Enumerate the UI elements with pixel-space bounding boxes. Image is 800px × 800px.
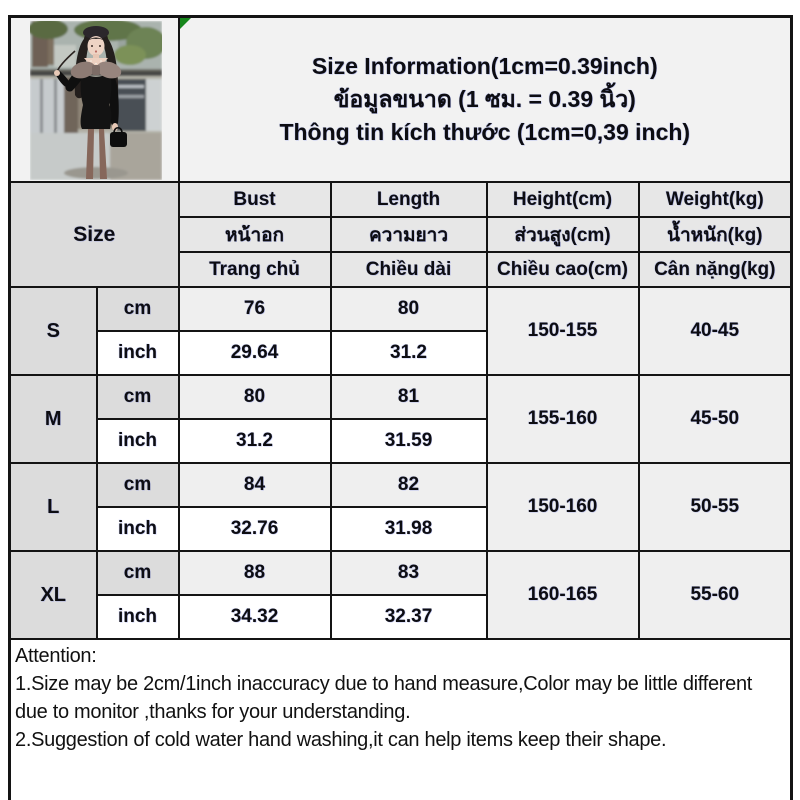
unit-cm-label: cm xyxy=(97,287,179,331)
s-weight-range: 40-45 xyxy=(639,287,792,375)
s-length-cm: 80 xyxy=(331,287,487,331)
xl-length-cm: 83 xyxy=(331,551,487,595)
attention-heading: Attention: xyxy=(15,645,97,667)
size-label-m: M xyxy=(10,375,97,463)
title-thai: ข้อมูลขนาด (1 ซม. = 0.39 นิ้ว) xyxy=(333,86,636,112)
table-row xyxy=(10,551,792,595)
header-length-vi: Chiều dài xyxy=(331,252,487,287)
l-weight-range: 50-55 xyxy=(639,463,792,551)
unit-cm-label: cm xyxy=(97,375,179,419)
product-photo xyxy=(30,21,162,180)
m-height-range: 155-160 xyxy=(487,375,639,463)
m-bust-inch: 31.2 xyxy=(179,419,331,463)
title-cell xyxy=(179,17,792,183)
m-bust-cm: 80 xyxy=(179,375,331,419)
xl-height-range: 160-165 xyxy=(487,551,639,639)
unit-cm-label: cm xyxy=(97,551,179,595)
header-length-th: ความยาว xyxy=(331,217,487,252)
size-table xyxy=(8,15,793,800)
green-corner-marker xyxy=(180,17,193,30)
attention-note-1: 1.Size may be 2cm/1inch inaccuracy due to hand measure,Color may be little different due to monitor ,thanks for your understanding. xyxy=(15,673,753,723)
table-row xyxy=(10,287,792,331)
size-label-l: L xyxy=(10,463,97,551)
title-english: Size Information(1cm=0.39inch) xyxy=(311,53,658,79)
header-length-en: Length xyxy=(331,182,487,217)
l-length-cm: 82 xyxy=(331,463,487,507)
header-height-th: ส่วนสูง(cm) xyxy=(487,217,639,252)
xl-length-inch: 32.37 xyxy=(331,595,487,639)
unit-inch-label: inch xyxy=(97,595,179,639)
unit-inch-label: inch xyxy=(97,331,179,375)
header-weight-vi: Cân nặng(kg) xyxy=(639,252,792,287)
size-column-header: Size xyxy=(10,182,179,287)
unit-inch-label: inch xyxy=(97,419,179,463)
l-length-inch: 31.98 xyxy=(331,507,487,551)
header-height-vi: Chiều cao(cm) xyxy=(487,252,639,287)
s-length-inch: 31.2 xyxy=(331,331,487,375)
product-photo-cell xyxy=(10,17,179,183)
xl-weight-range: 55-60 xyxy=(639,551,792,639)
header-bust-th: หน้าอก xyxy=(179,217,331,252)
s-bust-inch: 29.64 xyxy=(179,331,331,375)
header-bust-en: Bust xyxy=(179,182,331,217)
header-bust-vi: Trang chủ xyxy=(179,252,331,287)
s-height-range: 150-155 xyxy=(487,287,639,375)
header-weight-th: น้ำหนัก(kg) xyxy=(639,217,792,252)
m-length-inch: 31.59 xyxy=(331,419,487,463)
title-vietnamese: Thông tin kích thước (1cm=0,39 inch) xyxy=(279,119,691,145)
s-bust-cm: 76 xyxy=(179,287,331,331)
header-height-en: Height(cm) xyxy=(487,182,639,217)
l-height-range: 150-160 xyxy=(487,463,639,551)
l-bust-inch: 32.76 xyxy=(179,507,331,551)
xl-bust-cm: 88 xyxy=(179,551,331,595)
table-row xyxy=(10,463,792,507)
m-weight-range: 45-50 xyxy=(639,375,792,463)
header-weight-en: Weight(kg) xyxy=(639,182,792,217)
table-row xyxy=(10,375,792,419)
size-label-xl: XL xyxy=(10,551,97,639)
attention-note-2: 2.Suggestion of cold water hand washing,it can help items keep their shape. xyxy=(15,729,667,751)
xl-bust-inch: 34.32 xyxy=(179,595,331,639)
m-length-cm: 81 xyxy=(331,375,487,419)
unit-inch-label: inch xyxy=(97,507,179,551)
size-label-s: S xyxy=(10,287,97,375)
unit-cm-label: cm xyxy=(97,463,179,507)
attention-cell xyxy=(10,639,792,800)
l-bust-cm: 84 xyxy=(179,463,331,507)
